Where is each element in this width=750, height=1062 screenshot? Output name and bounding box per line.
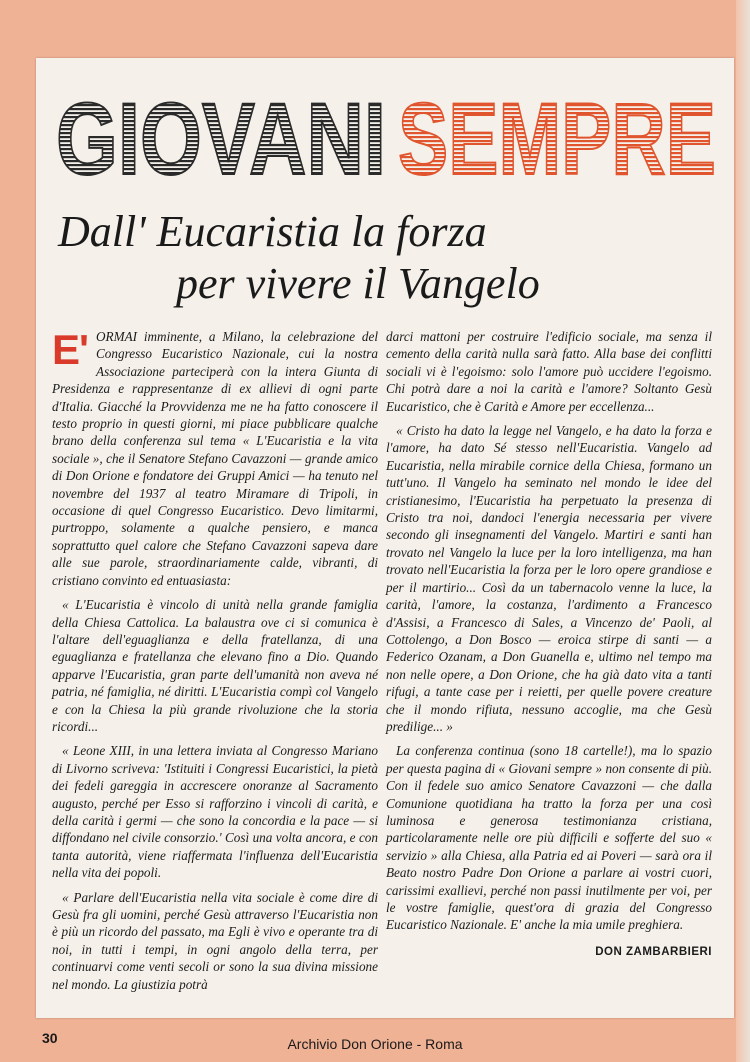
intro-text: a Milano, la celebrazione del Congresso Eucaristico Nazionale, cui la nostra Associazione parteciperà con la intera Giunta di Presidenza e rappresentanze di ex allievi di ogni parte d'Italia. Giacché la Provvidenza me ne ha fatto conoscere il testo proprio in questi giorni, mi piace pubblicare qualche brano della conferenza sul tema « L'Eucaristia e la vita sociale », che il Senatore Stefano Cavazzoni — grande amico di Don Orione e fondatore dei Gruppi Amici — ha tenuto nel novembre del 1937 al teatro Miramare di Tripoli, in occasione di quel Congresso Eucaristico. Devo limitarmi, purtroppo, solamente a qualche pensiero, e manca soprattutto quel calore che Stefano Cavazzoni sapeva dare alle sue parole, straordinariamente calde, vibranti, di cristiano convinto ed entuasiasta: <box>52 329 378 588</box>
author-signature: DON ZAMBARBIERI <box>595 945 712 958</box>
drop-cap: E' <box>52 326 89 373</box>
masthead-lettering <box>54 84 719 184</box>
masthead-title <box>54 84 719 184</box>
masthead-word-giovani: GIOVANI <box>56 84 386 184</box>
intro-lead: ORMAI imminente, <box>96 329 203 344</box>
archive-caption: Archivio Don Orione - Roma <box>287 1036 463 1052</box>
page-edge <box>736 0 750 1062</box>
page-number: 30 <box>42 1030 58 1046</box>
paragraph-4: « Parlare dell'Eucaristia nella vita sociale è come dire di Gesù fra gli uomini, perché Gesù attraverso l'Eucaristia non è più un ricordo del passato, ma Egli è vivo e operante tra di noi, in tutti i tempi, in ogni angolo della terra, per continuarvi come venti secoli or sono la sua divina missione nel mondo. La giustizia potrà <box>52 889 378 992</box>
paragraph-6: « Cristo ha dato la legge nel Vangelo, e ha dato la forza e l'amore, ha dato Sé stesso nell'Eucaristia. Vangelo ad Eucaristia, nella mirabile cornice della Chiesa, formano un tutt'uno. Il Vangelo ha seminato nel mondo le idee del cristianesimo, l'Eucaristia ha perpetuato la presenza di Cristo tra noi, dandoci l'energia necessaria per vivere secondo gli insegnamenti del Vangelo. Martiri e santi han trovato nel Vangelo la luce per la loro intelligenza, ma han trovato nell'Eucaristia la forza per le loro opere grandiose e per il martirio... Così da un tabernacolo venne la luce, la carità, l'amore, la costanza, l'ardimento a Francesco d'Assisi, a Francesco di Sales, a Vincenzo de' Paoli, al Cottolengo, a Don Bosco — eroica stirpe di santi — a Federico Ozanam, a Don Guanella e, ultimo nel tempo ma non nelle opere, a Don Orione, che ha già dato vita a tanti rifugi, a tante case per i reietti, per quelle povere creature che il mondo rifiuta, nessuno accoglie, ma che Gesù predilige... » <box>386 423 712 734</box>
article-headline <box>36 206 734 310</box>
paragraph-7: La conferenza continua (sono 18 cartelle!), ma lo spazio per questa pagina di « Giovani sempre » non consente di più. Con il fedele suo amico Senatore Cavazzoni — che dalla Comunione quotidiana ha tratto la forza per una così luminosa e generosa testimonianza cristiana, particolaramente nelle ore più difficili e sofferte del suo « servizio » alla Chiesa, alla Patria ed ai Poveri — sarà ora il Beato nostro Padre Don Orione a parlare ai vostri cuori, carissimi exallievi, perché non passi inutilmente per voi, per le vostre famiglie, quest'ora di grazia del Congresso Eucaristico Nazionale. E' anche la mia umile preghiera. <box>386 743 712 933</box>
masthead-word-sempre: SEMPRE <box>398 84 716 184</box>
headline-line-1: Dall' Eucaristia la forza <box>58 207 487 256</box>
paragraph-5: darci mattoni per costruire l'edificio sociale, ma senza il cemento della carità nulla sarà fatto. Alla base dei conflitti sociali vi è l'egoismo: solo l'amore può uccidere l'egoismo. Chi potrà dare a noi la carità e l'amore? Soltanto Gesù Eucaristico, che è Carità e Amore per eccellenza... <box>386 329 712 414</box>
intro-paragraph <box>52 328 378 589</box>
paragraph-2: « L'Eucaristia è vincolo di unità nella grande famiglia della Chiesa Cattolica. La balaustra ove ci si comunica è l'altare dell'eguaglianza e della fratellanza, di una eguaglianza e fratellanza che elevano fino a Dio. Quando apparve l'Eucaristia, gran parte dell'umanità non aveva né patria, né famiglia, né diritti. L'Eucaristia compì col Vangelo e con la Chiesa la più grande rivoluzione che la storia ricordi... <box>52 597 378 734</box>
article-column-right <box>386 328 712 961</box>
headline-line-2: per vivere il Vangelo <box>176 259 540 308</box>
magazine-page <box>36 58 734 1018</box>
article-column-left <box>52 328 378 1000</box>
paragraph-3: « Leone XIII, in una lettera inviata al Congresso Mariano di Livorno scriveva: 'Istituiti i Congressi Eucaristici, la pietà dei fedeli gareggia in accrescere onoranze al Sacramento augusto, perché per Esso si rafforzino i vincoli di carità, e della carità i germi — che sono la concordia e la pace — si diffondano nel civile consorzio.' Così una volta ancora, e con tanta autorità, viene riaffermata l'influenza dell'Eucaristia nella vita dei popoli. <box>52 743 378 881</box>
